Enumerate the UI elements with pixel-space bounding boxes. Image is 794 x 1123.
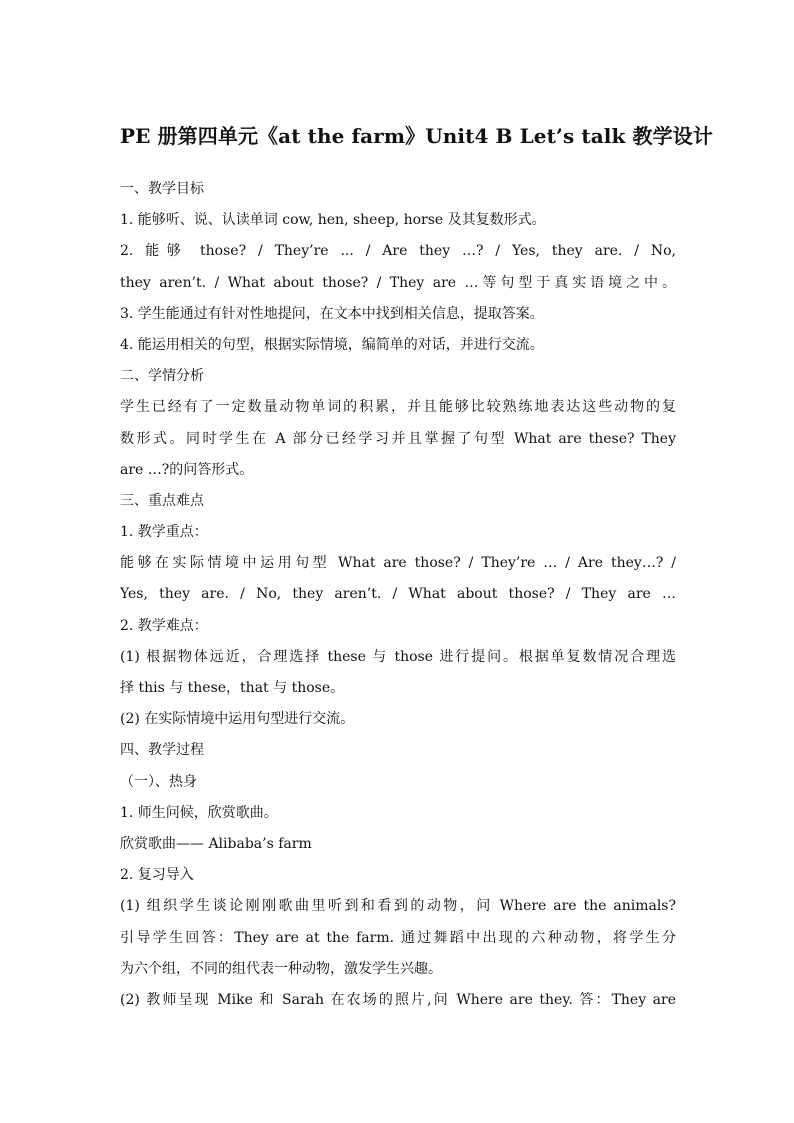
key-points-line: 能够在实际情境中运用句型 What are those? / They’re … / Are they…? /	[120, 555, 676, 572]
analysis-line: are …?的问答形式。	[120, 461, 254, 478]
process-line: 引导学生回答：They are at the farm. 通过舞蹈中出现的六种动物，将学生分	[120, 929, 676, 946]
section-heading-key-points: 三、重点难点	[120, 492, 204, 509]
process-line: (1) 组织学生谈论刚刚歌曲里听到和看到的动物，问 Where are the animals?	[120, 898, 676, 915]
objective-line: 4. 能运用相关的句型，根据实际情境，编简单的对话，并进行交流。	[120, 336, 544, 353]
difficulties-line: (1) 根据物体远近，合理选择 these 与 those 进行提问。根据单复数情况合理选	[120, 648, 676, 665]
process-line: 1. 师生问候，欣赏歌曲。	[120, 804, 278, 821]
process-line: 2. 复习导入	[120, 867, 194, 884]
document-title: PE 册第四单元《at the farm》Unit4 B Let’s talk 教学设计	[120, 124, 713, 148]
analysis-line: 数形式。同时学生在 A 部分已经学习并且掌握了句型 What are these? They	[120, 430, 676, 447]
difficulties-line: 择 this 与 these，that 与 those。	[120, 680, 345, 696]
objective-line: 2. 能够 those? / They’re ... / Are they …? / Yes, they are. / No,	[120, 243, 676, 260]
key-points-line: Yes, they are. / No, they aren’t. / What about those? / They are …	[120, 586, 676, 603]
objective-line: 1. 能够听、说、认读单词 cow, hen, sheep, horse 及其复数形式。	[120, 212, 546, 229]
key-points-subheading: 1. 教学重点：	[120, 524, 208, 541]
difficulties-subheading: 2. 教学难点：	[120, 617, 208, 634]
difficulties-line: (2) 在实际情境中运用句型进行交流。	[120, 711, 355, 728]
analysis-line: 学生已经有了一定数量动物单词的积累，并且能够比较熟练地表达这些动物的复	[120, 399, 676, 416]
document-body	[120, 174, 676, 1016]
section-heading-analysis: 二、学情分析	[120, 368, 204, 385]
objective-line: 3. 学生能通过有针对性地提问，在文本中找到相关信息，提取答案。	[120, 305, 544, 322]
process-line: 为六个组，不同的组代表一种动物，激发学生兴趣。	[120, 960, 442, 977]
process-subheading: （一）、热身	[120, 773, 197, 790]
section-heading-objectives: 一、教学目标	[120, 181, 204, 197]
objective-line: they aren’t. / What about those? / They are …等句型于真实语境之中。	[120, 274, 676, 291]
process-line: 欣赏歌曲—— Alibaba’s farm	[120, 835, 312, 852]
process-line: (2) 教师呈现 Mike 和 Sarah 在农场的照片,问 Where are they. 答：They are	[120, 991, 676, 1008]
section-heading-process: 四、教学过程	[120, 742, 204, 759]
